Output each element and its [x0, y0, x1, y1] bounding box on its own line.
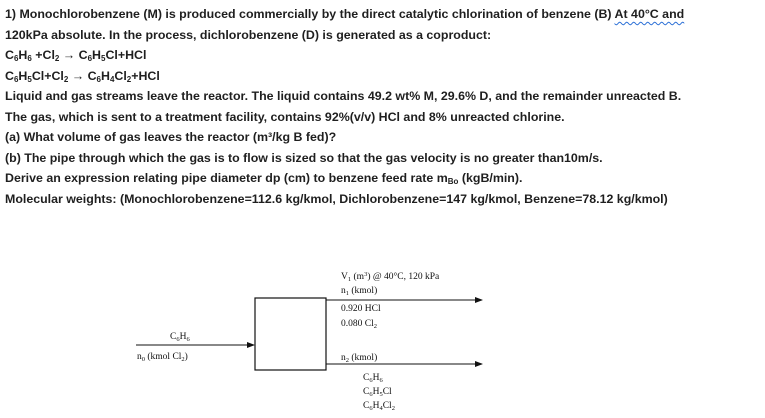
liquid-monochlorobenzene: $C_6H_5Cl$ [363, 387, 392, 398]
liquid-moles-label: $n_2$ (kmol) [341, 353, 378, 364]
feed-chlorine-label: $n_0$ (kmol $Cl_2$) [137, 352, 188, 363]
reaction-2: $C_6H_5Cl+Cl_2 \to C_6H_4Cl_2+HCl$ [5, 68, 160, 84]
derive-line: Derive an expression relating pipe diameter dp (cm) to benzene feed rate $m_{Bo}$ (kgB/min). [5, 171, 523, 186]
gas-composition: The gas, which is sent to a treatment facility, contains 92%(v/v) HCl and 8% unreacted chlorine. [5, 109, 565, 124]
liquid-benzene: $C_6H_6$ [363, 373, 383, 384]
gas-hcl-fraction: 0.920 HCl [341, 304, 381, 314]
molecular-weights: Molecular weights: (Monochlorobenzene=112.6 kg/kmol, Dichlorobenzene=147 kg/kmol, Benzene=78.12 kg/kmol) [5, 191, 668, 206]
gas-volume-label: $V_1$ $(m^3)$ @ 40°C, 120 kPa [341, 271, 440, 283]
feed-benzene-label: $C_6H_6$ [170, 332, 190, 343]
intro-line-2: 120kPa absolute. In the process, dichlorobenzene (D) is generated as a coproduct: [5, 27, 492, 42]
reactor-box [255, 298, 326, 370]
arrow-icon: → [59, 48, 79, 62]
question-b: (b) The pipe through which the gas is to flow is sized so that the gas velocity is no greater than10m/s. [5, 150, 603, 165]
liquid-dichlorobenzene: $C_6H_4Cl_2$ [363, 401, 395, 412]
reaction-1: $C_6H_6 +Cl_2 \to C_6H_5Cl+HCl$ [5, 48, 147, 63]
gas-moles-label: $n_1$ (kmol) [341, 286, 378, 297]
liquid-composition: Liquid and gas streams leave the reactor. The liquid contains 49.2 wt% M, 29.6% D, and the remainder unreacted B. [5, 89, 682, 103]
intro-highlight: At 40°C and [614, 7, 685, 21]
arrow-icon: → [68, 68, 88, 83]
question-a: (a) What volume of gas leaves the reactor (m³/kg B fed)? [5, 130, 337, 144]
gas-cl2-fraction: 0.080 $Cl_2$ [341, 319, 377, 330]
intro-text: 1) Monochlorobenzene (M) is produced commercially by the direct catalytic chlorination of benzene (B) [5, 7, 615, 21]
